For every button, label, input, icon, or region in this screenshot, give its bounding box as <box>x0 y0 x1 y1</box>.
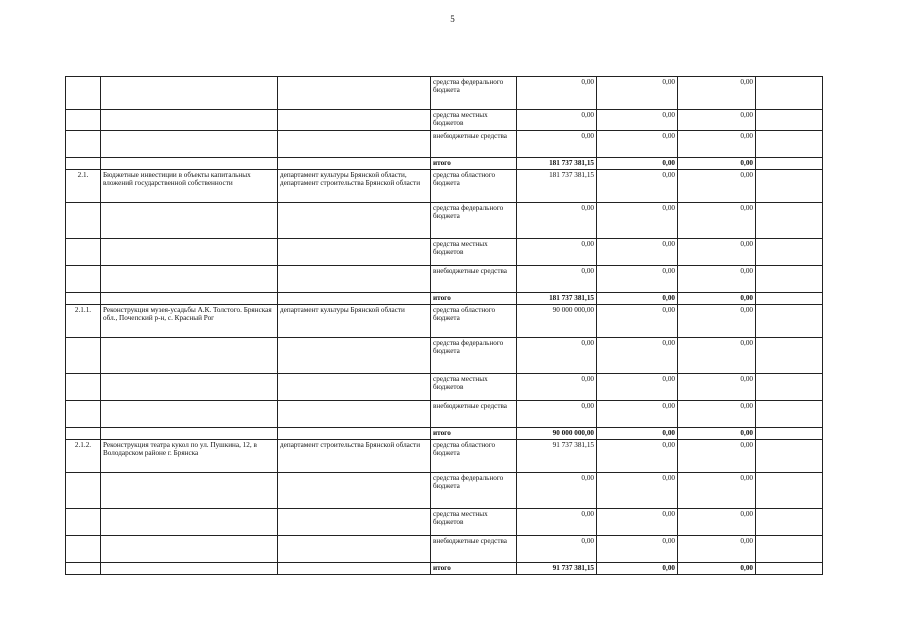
responsible-cell <box>278 473 431 509</box>
funding-source-cell: итого <box>431 293 517 305</box>
num-cell <box>66 266 101 293</box>
budget-table <box>65 76 823 575</box>
funding-source-cell: итого <box>431 563 517 575</box>
value-cell-2: 0,00 <box>597 338 678 374</box>
name-cell <box>101 563 278 575</box>
table-row <box>66 305 823 338</box>
value-cell-3: 0,00 <box>678 473 756 509</box>
table-row-total <box>66 158 823 170</box>
value-cell-2: 0,00 <box>597 131 678 158</box>
value-cell-3: 0,00 <box>678 158 756 170</box>
value-cell-3: 0,00 <box>678 440 756 473</box>
table-row <box>66 536 823 563</box>
name-cell <box>101 266 278 293</box>
responsible-cell <box>278 338 431 374</box>
value-cell-1: 0,00 <box>517 338 597 374</box>
empty-cell <box>756 266 823 293</box>
responsible-cell <box>278 374 431 401</box>
num-cell <box>66 428 101 440</box>
value-cell-3: 0,00 <box>678 374 756 401</box>
funding-source-cell: средства федерального бюджета <box>431 203 517 239</box>
value-cell-3: 0,00 <box>678 428 756 440</box>
num-cell <box>66 401 101 428</box>
responsible-cell: департамент культуры Брянской области <box>278 305 431 338</box>
value-cell-1: 91 737 381,15 <box>517 563 597 575</box>
responsible-cell <box>278 509 431 536</box>
table-row <box>66 170 823 203</box>
name-cell: Реконструкция театра кукол по ул. Пушкина, 12, в Володарском районе г. Брянска <box>101 440 278 473</box>
responsible-cell <box>278 203 431 239</box>
name-cell <box>101 473 278 509</box>
responsible-cell <box>278 401 431 428</box>
empty-cell <box>756 158 823 170</box>
funding-source-cell: итого <box>431 158 517 170</box>
responsible-cell <box>278 428 431 440</box>
value-cell-2: 0,00 <box>597 110 678 131</box>
table-row-total <box>66 563 823 575</box>
funding-source-cell: внебюджетные средства <box>431 536 517 563</box>
responsible-cell <box>278 293 431 305</box>
value-cell-2: 0,00 <box>597 170 678 203</box>
funding-source-cell: средства областного бюджета <box>431 440 517 473</box>
empty-cell <box>756 536 823 563</box>
value-cell-3: 0,00 <box>678 293 756 305</box>
value-cell-1: 0,00 <box>517 77 597 110</box>
funding-source-cell: внебюджетные средства <box>431 266 517 293</box>
table-row <box>66 203 823 239</box>
empty-cell <box>756 170 823 203</box>
value-cell-2: 0,00 <box>597 293 678 305</box>
empty-cell <box>756 110 823 131</box>
empty-cell <box>756 473 823 509</box>
table-row <box>66 77 823 110</box>
empty-cell <box>756 77 823 110</box>
value-cell-3: 0,00 <box>678 110 756 131</box>
name-cell <box>101 131 278 158</box>
value-cell-1: 0,00 <box>517 473 597 509</box>
funding-source-cell: средства областного бюджета <box>431 305 517 338</box>
name-cell <box>101 338 278 374</box>
empty-cell <box>756 131 823 158</box>
value-cell-1: 0,00 <box>517 203 597 239</box>
value-cell-3: 0,00 <box>678 266 756 293</box>
value-cell-2: 0,00 <box>597 440 678 473</box>
value-cell-1: 0,00 <box>517 131 597 158</box>
name-cell <box>101 536 278 563</box>
value-cell-1: 0,00 <box>517 374 597 401</box>
value-cell-2: 0,00 <box>597 239 678 266</box>
value-cell-3: 0,00 <box>678 239 756 266</box>
empty-cell <box>756 440 823 473</box>
value-cell-1: 0,00 <box>517 509 597 536</box>
value-cell-2: 0,00 <box>597 401 678 428</box>
responsible-cell <box>278 110 431 131</box>
table-row <box>66 131 823 158</box>
table-row <box>66 374 823 401</box>
num-cell: 2.1. <box>66 170 101 203</box>
value-cell-2: 0,00 <box>597 563 678 575</box>
empty-cell <box>756 374 823 401</box>
name-cell <box>101 401 278 428</box>
table-row <box>66 239 823 266</box>
num-cell: 2.1.1. <box>66 305 101 338</box>
name-cell <box>101 110 278 131</box>
table-body <box>66 77 823 575</box>
num-cell <box>66 338 101 374</box>
value-cell-1: 0,00 <box>517 110 597 131</box>
responsible-cell <box>278 158 431 170</box>
num-cell <box>66 110 101 131</box>
value-cell-3: 0,00 <box>678 401 756 428</box>
table-row <box>66 473 823 509</box>
responsible-cell <box>278 563 431 575</box>
funding-source-cell: средства федерального бюджета <box>431 77 517 110</box>
funding-source-cell: средства федерального бюджета <box>431 338 517 374</box>
value-cell-2: 0,00 <box>597 374 678 401</box>
value-cell-1: 0,00 <box>517 401 597 428</box>
table-row-total <box>66 293 823 305</box>
responsible-cell <box>278 536 431 563</box>
name-cell: Реконструкция музея-усадьбы А.К. Толстого. Брянская обл., Почепский р-н, с. Красный Рог <box>101 305 278 338</box>
value-cell-1: 90 000 000,00 <box>517 428 597 440</box>
value-cell-1: 0,00 <box>517 536 597 563</box>
funding-source-cell: средства областного бюджета <box>431 170 517 203</box>
num-cell <box>66 374 101 401</box>
value-cell-2: 0,00 <box>597 473 678 509</box>
empty-cell <box>756 305 823 338</box>
table-row <box>66 509 823 536</box>
value-cell-3: 0,00 <box>678 509 756 536</box>
funding-source-cell: итого <box>431 428 517 440</box>
responsible-cell <box>278 266 431 293</box>
value-cell-2: 0,00 <box>597 305 678 338</box>
num-cell: 2.1.2. <box>66 440 101 473</box>
num-cell <box>66 509 101 536</box>
value-cell-2: 0,00 <box>597 266 678 293</box>
funding-source-cell: средства местных бюджетов <box>431 374 517 401</box>
value-cell-2: 0,00 <box>597 509 678 536</box>
value-cell-1: 0,00 <box>517 239 597 266</box>
value-cell-3: 0,00 <box>678 536 756 563</box>
value-cell-2: 0,00 <box>597 203 678 239</box>
name-cell: Бюджетные инвестиции в объекты капитальных вложений государственной собственности <box>101 170 278 203</box>
name-cell <box>101 203 278 239</box>
value-cell-3: 0,00 <box>678 305 756 338</box>
num-cell <box>66 563 101 575</box>
table-row <box>66 266 823 293</box>
value-cell-1: 181 737 381,15 <box>517 170 597 203</box>
value-cell-3: 0,00 <box>678 203 756 239</box>
table-row <box>66 401 823 428</box>
num-cell <box>66 239 101 266</box>
name-cell <box>101 509 278 536</box>
funding-source-cell: средства местных бюджетов <box>431 509 517 536</box>
empty-cell <box>756 428 823 440</box>
value-cell-1: 0,00 <box>517 266 597 293</box>
empty-cell <box>756 509 823 536</box>
value-cell-3: 0,00 <box>678 338 756 374</box>
value-cell-3: 0,00 <box>678 131 756 158</box>
table-row <box>66 440 823 473</box>
responsible-cell <box>278 239 431 266</box>
responsible-cell: департамент культуры Брянской области, департамент строительства Брянской области <box>278 170 431 203</box>
value-cell-1: 181 737 381,15 <box>517 158 597 170</box>
empty-cell <box>756 338 823 374</box>
table-row <box>66 110 823 131</box>
table-row <box>66 338 823 374</box>
name-cell <box>101 158 278 170</box>
name-cell <box>101 77 278 110</box>
num-cell <box>66 293 101 305</box>
empty-cell <box>756 239 823 266</box>
page-number: 5 <box>450 14 455 24</box>
name-cell <box>101 293 278 305</box>
value-cell-2: 0,00 <box>597 428 678 440</box>
empty-cell <box>756 401 823 428</box>
responsible-cell: департамент строительства Брянской области <box>278 440 431 473</box>
empty-cell <box>756 563 823 575</box>
value-cell-3: 0,00 <box>678 563 756 575</box>
value-cell-2: 0,00 <box>597 158 678 170</box>
funding-source-cell: средства местных бюджетов <box>431 110 517 131</box>
value-cell-3: 0,00 <box>678 170 756 203</box>
responsible-cell <box>278 77 431 110</box>
num-cell <box>66 473 101 509</box>
funding-source-cell: средства местных бюджетов <box>431 239 517 266</box>
value-cell-2: 0,00 <box>597 536 678 563</box>
funding-source-cell: средства федерального бюджета <box>431 473 517 509</box>
value-cell-2: 0,00 <box>597 77 678 110</box>
table-row-total <box>66 428 823 440</box>
name-cell <box>101 374 278 401</box>
num-cell <box>66 203 101 239</box>
name-cell <box>101 239 278 266</box>
empty-cell <box>756 293 823 305</box>
funding-source-cell: внебюджетные средства <box>431 131 517 158</box>
value-cell-3: 0,00 <box>678 77 756 110</box>
num-cell <box>66 77 101 110</box>
value-cell-1: 181 737 381,15 <box>517 293 597 305</box>
empty-cell <box>756 203 823 239</box>
num-cell <box>66 131 101 158</box>
num-cell <box>66 158 101 170</box>
responsible-cell <box>278 131 431 158</box>
num-cell <box>66 536 101 563</box>
name-cell <box>101 428 278 440</box>
funding-source-cell: внебюджетные средства <box>431 401 517 428</box>
value-cell-1: 90 000 000,00 <box>517 305 597 338</box>
value-cell-1: 91 737 381,15 <box>517 440 597 473</box>
